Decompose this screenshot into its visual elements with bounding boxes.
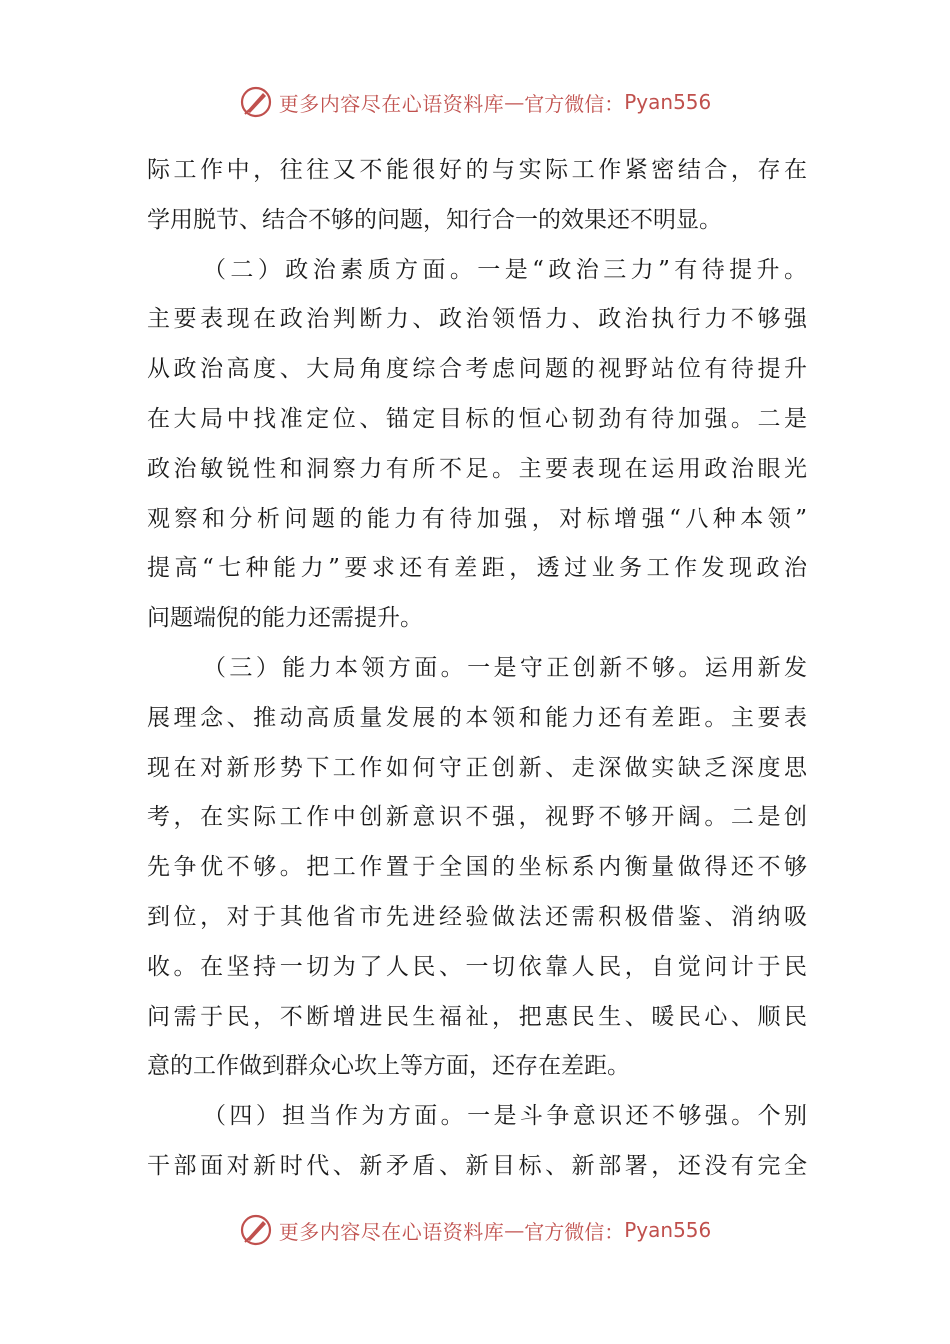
document-body xyxy=(147,146,807,1192)
text-line: 展理念、推动高质量发展的本领和能力还有差距。主要表 xyxy=(147,704,807,731)
text-line: 际工作中，往往又不能很好的与实际工作紧密结合，存在 xyxy=(147,157,807,183)
watermark-separator: — xyxy=(504,1218,525,1242)
text-line: 收。在坚持一切为了人民、一切依靠人民，自觉问计于民 xyxy=(147,953,807,980)
text-line: 学用脱节、结合不够的问题，知行合一的效果还不明显。 xyxy=(147,206,722,233)
watermark-separator: — xyxy=(504,90,525,114)
text-line: 问题端倪的能力还需提升。 xyxy=(147,605,423,632)
header-watermark-banner xyxy=(0,82,950,122)
text-line: （二）政治素质方面。一是“政治三力”有待提升。 xyxy=(203,256,807,283)
text-line: 先争优不够。把工作置于全国的坐标系内衡量做得还不够 xyxy=(147,854,807,881)
text-line: （四）担当作为方面。一是斗争意识还不够强。个别 xyxy=(203,1103,807,1130)
watermark-text: 更多内容尽在心语资料库 xyxy=(278,91,505,116)
text-line: 问需于民，不断增进民生福祉，把惠民生、暖民心、顺民 xyxy=(147,1003,807,1030)
watermark-wechat-label: 官方微信： xyxy=(524,91,625,116)
text-line: 到位，对于其他省市先进经验做法还需积极借鉴、消纳吸 xyxy=(147,903,807,930)
watermark-wechat-id: Pyan556 xyxy=(624,1218,712,1242)
watermark-wechat-id: Pyan556 xyxy=(624,90,712,114)
text-line: （三）能力本领方面。一是守正创新不够。运用新发 xyxy=(203,654,807,681)
text-line: 现在对新形势下工作如何守正创新、走深做实缺乏深度思 xyxy=(147,754,807,781)
quill-logo-icon xyxy=(239,85,273,119)
watermark-wechat-label: 官方微信： xyxy=(524,1219,625,1244)
text-line: 从政治高度、大局角度综合考虑问题的视野站位有待提升 xyxy=(147,356,807,383)
text-line: 干部面对新时代、新矛盾、新目标、新部署，还没有完全 xyxy=(147,1152,807,1179)
text-line: 在大局中找准定位、锚定目标的恒心韧劲有待加强。二是 xyxy=(147,405,807,432)
text-line: 主要表现在政治判断力、政治领悟力、政治执行力不够强 xyxy=(147,306,807,333)
watermark-text: 更多内容尽在心语资料库 xyxy=(278,1219,505,1244)
quill-logo-icon xyxy=(239,1213,273,1247)
footer-watermark-banner xyxy=(0,1210,950,1250)
text-line: 观察和分析问题的能力有待加强，对标增强“八种本领” xyxy=(147,505,807,532)
text-line: 意的工作做到群众心坎上等方面，还存在差距。 xyxy=(147,1053,630,1080)
text-line: 政治敏锐性和洞察力有所不足。主要表现在运用政治眼光 xyxy=(147,455,807,482)
text-line: 考，在实际工作中创新意识不强，视野不够开阔。二是创 xyxy=(147,804,807,831)
text-line: 提高“七种能力”要求还有差距，透过业务工作发现政治 xyxy=(147,555,807,582)
